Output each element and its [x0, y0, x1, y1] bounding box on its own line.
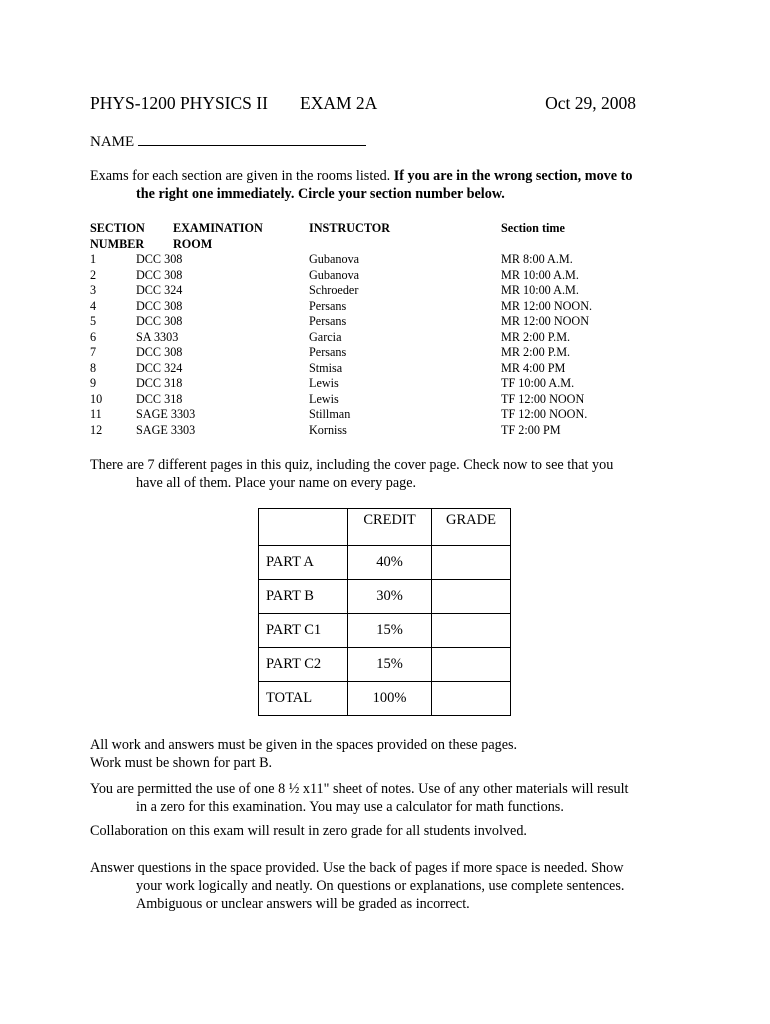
section-time: TF 12:00 NOON.: [501, 407, 588, 421]
table-row: [259, 682, 511, 716]
section-time: MR 12:00 NOON: [501, 314, 590, 328]
section-time: MR 4:00 PM: [501, 360, 566, 375]
table-row: [259, 648, 511, 682]
instructor-name: Gubanova: [309, 252, 360, 266]
section-time: MR 2:00 P.M.: [501, 345, 571, 359]
instructor-name: Stmisa: [309, 360, 343, 375]
exam-room: DCC 308: [136, 314, 183, 328]
section-number: 4: [90, 298, 97, 313]
instructor-name: Persans: [309, 345, 347, 359]
exam-date: Oct 29, 2008: [545, 93, 636, 113]
header-room-2: ROOM: [173, 236, 213, 251]
section-number: 6: [90, 329, 97, 344]
section-number: 10: [90, 391, 103, 406]
work-note-line-1: All work and answers must be given in the spaces provided on these pages.: [90, 737, 518, 753]
intro-paragraph: [90, 167, 690, 203]
section-time: MR 8:00 A.M.: [501, 252, 573, 266]
section-number: 9: [90, 376, 97, 390]
grade-cell: [432, 580, 511, 614]
part-credit: 100%: [348, 682, 432, 716]
grade-table-header: [259, 509, 511, 546]
exam-room: SAGE 3303: [136, 407, 196, 421]
table-row: [90, 268, 690, 284]
pages-note-line-1: There are 7 different pages in this quiz, including the cover page. Check now to see that you: [90, 457, 614, 473]
intro-text: Exams for each section are given in the rooms listed.: [90, 168, 391, 184]
section-time: MR 2:00 P.M.: [501, 329, 571, 344]
section-number: 11: [90, 407, 102, 421]
exam-header: [90, 93, 636, 117]
section-number: 5: [90, 314, 97, 328]
section-time: TF 2:00 PM: [501, 422, 561, 437]
section-time: TF 10:00 A.M.: [501, 376, 575, 390]
table-row: [259, 614, 511, 648]
exam-room: DCC 308: [136, 298, 183, 313]
instructor-name: Lewis: [309, 376, 339, 390]
section-time: TF 12:00 NOON: [501, 391, 585, 406]
instructor-name: Persans: [309, 298, 347, 313]
credit-header: CREDIT: [348, 509, 432, 546]
exam-room: SA 3303: [136, 329, 179, 344]
name-label: NAME: [90, 134, 135, 150]
section-number: 12: [90, 422, 103, 437]
instructor-name: Garcia: [309, 329, 342, 344]
name-blank-line: [138, 131, 366, 146]
table-row: [90, 345, 690, 361]
header-section-1: SECTION: [90, 221, 145, 235]
table-row: [90, 423, 690, 439]
instructor-name: Persans: [309, 314, 347, 328]
exam-title: EXAM 2A: [300, 93, 378, 113]
answer-rule-line-1: Answer questions in the space provided. Use the back of pages if more space is needed. Show: [90, 860, 624, 876]
notes-rule: [90, 780, 690, 816]
table-row: [90, 299, 690, 315]
exam-room: SAGE 3303: [136, 422, 196, 437]
exam-room: DCC 324: [136, 360, 183, 375]
section-time: MR 12:00 NOON.: [501, 298, 593, 313]
collaboration-rule: [90, 822, 690, 840]
table-row: [90, 330, 690, 346]
instructor-name: Stillman: [309, 407, 351, 421]
header-time: Section time: [501, 221, 565, 235]
grade-table: [258, 508, 511, 716]
notes-rule-line-1: You are permitted the use of one 8 ½ x11" sheet of notes. Use of any other materials will result: [90, 781, 629, 797]
section-number: 7: [90, 345, 97, 359]
section-number: 8: [90, 360, 97, 375]
header-instructor: INSTRUCTOR: [309, 221, 391, 235]
exam-room: DCC 308: [136, 267, 183, 282]
part-label: PART B: [259, 580, 348, 614]
part-credit: 40%: [348, 546, 432, 580]
header-section-2: NUMBER: [90, 236, 145, 251]
section-number: 3: [90, 283, 97, 297]
work-note-line-2: Work must be shown for part B.: [90, 755, 273, 771]
section-schedule: [90, 221, 690, 438]
table-row: [90, 314, 690, 330]
part-label: PART C2: [259, 648, 348, 682]
work-note: [90, 736, 690, 772]
empty-header-cell: [259, 509, 348, 546]
answer-rule-line-3: Ambiguous or unclear answers will be graded as incorrect.: [136, 896, 470, 912]
part-credit: 15%: [348, 648, 432, 682]
answer-rule: [90, 859, 690, 913]
exam-room: DCC 324: [136, 283, 183, 297]
part-credit: 15%: [348, 614, 432, 648]
section-time: MR 10:00 A.M.: [501, 267, 579, 282]
schedule-header: [90, 221, 690, 252]
notes-rule-line-2: in a zero for this examination. You may use a calculator for math functions.: [136, 799, 564, 815]
table-row: [90, 252, 690, 268]
pages-note: [90, 456, 690, 492]
section-number: 2: [90, 267, 97, 282]
part-label: PART C1: [259, 614, 348, 648]
table-row: [90, 376, 690, 392]
grade-cell: [432, 546, 511, 580]
part-label: PART A: [259, 546, 348, 580]
pages-note-line-2: have all of them. Place your name on every page.: [136, 475, 417, 491]
table-row: [259, 546, 511, 580]
table-row: [259, 580, 511, 614]
table-row: [90, 407, 690, 423]
section-number: 1: [90, 252, 97, 266]
exam-room: DCC 308: [136, 252, 183, 266]
collaboration-rule-text: Collaboration on this exam will result in zero grade for all students involved.: [90, 823, 527, 839]
grade-cell: [432, 648, 511, 682]
name-field: [90, 131, 366, 151]
part-label: TOTAL: [259, 682, 348, 716]
grade-header: GRADE: [432, 509, 511, 546]
instructor-name: Lewis: [309, 391, 339, 406]
instructor-name: Korniss: [309, 422, 347, 437]
header-room-1: EXAMINATION: [173, 221, 263, 235]
answer-rule-line-2: your work logically and neatly. On questions or explanations, use complete sentences.: [136, 878, 625, 894]
table-row: [90, 283, 690, 299]
instructor-name: Gubanova: [309, 267, 360, 282]
grade-cell: [432, 682, 511, 716]
course-title: PHYS-1200 PHYSICS II: [90, 93, 268, 113]
instructor-name: Schroeder: [309, 283, 359, 297]
section-time: MR 10:00 A.M.: [501, 283, 579, 297]
exam-room: DCC 308: [136, 345, 183, 359]
intro-bold-text-1: If you are in the wrong section, move to: [393, 168, 633, 184]
exam-room: DCC 318: [136, 391, 183, 406]
table-row: [90, 361, 690, 377]
grade-cell: [432, 614, 511, 648]
intro-bold-text-2: the right one immediately. Circle your section number below.: [136, 186, 505, 202]
exam-room: DCC 318: [136, 376, 183, 390]
part-credit: 30%: [348, 580, 432, 614]
table-row: [90, 392, 690, 408]
